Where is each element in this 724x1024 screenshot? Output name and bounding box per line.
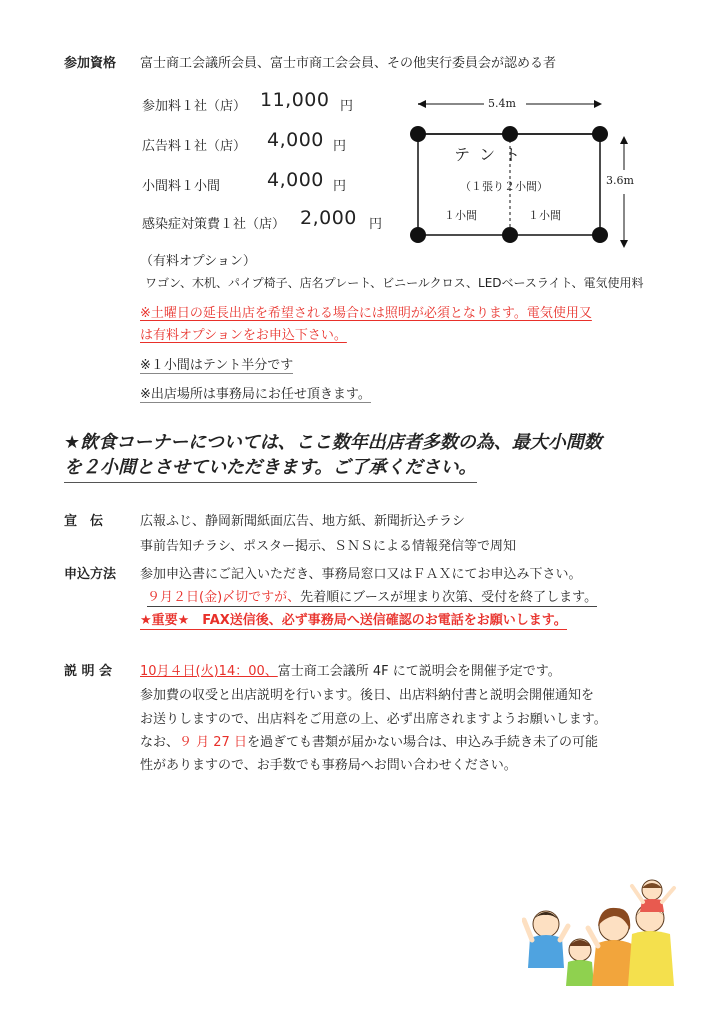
briefing-line4-date: ９ 月 27 日 <box>179 735 247 750</box>
application-label: 申込方法 <box>64 567 117 582</box>
options-heading: （有料オプション） <box>140 254 256 269</box>
application-deadline-row <box>147 586 597 607</box>
fee-label: 広告料１社（店） <box>142 139 247 154</box>
note-location: ※出店場所は事務局にお任せ頂きます。 <box>140 383 371 403</box>
tent-post <box>592 126 608 142</box>
tent-post <box>502 126 518 142</box>
application-important: ★重要★ FAX送信後、必ず事務局へ送信確認のお電話をお願いします。 <box>140 609 567 630</box>
tent-diagram-lines <box>404 90 644 250</box>
fee-amount: 11,000 <box>260 89 330 111</box>
width-dimension: 5.4m <box>488 97 516 110</box>
briefing-line4-b: を過ぎても書類が届かない場合は、申込み手続き未了の可能 <box>246 735 598 750</box>
promotion-line1: 広報ふじ、静岡新聞紙面広告、地方紙、新聞折込チラシ <box>140 514 466 529</box>
tent-post <box>502 227 518 243</box>
briefing-line3: お送りしますので、出店料をご用意の上、必ず出席されますようお願いします。 <box>140 712 607 727</box>
promotion-label: 宣 伝 <box>64 514 104 529</box>
application-deadline: ９月２日(金)〆切ですが、 <box>147 590 301 605</box>
eligibility-text: 富士商工会議所会員、富士市商工会会員、その他実行委員会が認める者 <box>140 56 557 71</box>
fee-amount: 4,000 <box>267 129 324 151</box>
briefing-date: 10月４日(火)14：00、 <box>140 664 278 679</box>
family-illustration <box>522 876 682 988</box>
fee-label: 参加料１社（店） <box>142 99 247 114</box>
note-half-booth: ※１小間はテント半分です <box>140 354 293 374</box>
fee-unit: 円 <box>340 99 354 114</box>
promotion-line2: 事前告知チラシ、ポスター掲示、ＳＮＳによる情報発信等で周知 <box>140 539 516 554</box>
briefing-line2: 参加費の収受と出店説明を行います。後日、出店料納付書と説明会開催通知を <box>140 688 594 703</box>
tent-post <box>410 126 426 142</box>
briefing-line1 <box>140 660 561 679</box>
application-deadline-rest: 先着順にブースが埋まり次第、受付を終了します。 <box>300 590 598 605</box>
fee-label: 感染症対策費１社（店） <box>142 217 286 232</box>
fee-label: 小間料１小間 <box>142 179 221 194</box>
options-items: ワゴン、木机、パイプ椅子、店名プレート、ビニールクロス、LEDベースライト、電気使用料 <box>145 276 644 290</box>
food-corner-notice-line1: ★飲食コーナーについては、ここ数年出店者多数の為、最大小間数 <box>64 432 602 453</box>
tent-post <box>592 227 608 243</box>
tent-post <box>410 227 426 243</box>
eligibility-label: 参加資格 <box>64 56 117 71</box>
left-booth-label: １小間 <box>444 209 477 222</box>
briefing-line4-a: なお、 <box>140 735 180 750</box>
right-booth-label: １小間 <box>528 209 561 222</box>
tent-sublabel: （１張り２小間） <box>460 180 548 193</box>
briefing-line1-rest: 富士商工会議所 4F にて説明会を開催予定です。 <box>277 664 561 679</box>
fee-unit: 円 <box>369 217 383 232</box>
tent-diagram <box>404 90 644 250</box>
application-line1: 参加申込書にご記入いただき、事務局窓口又はＦＡＸにてお申込み下さい。 <box>140 567 582 582</box>
fee-amount: 4,000 <box>267 169 324 191</box>
fee-amount: 2,000 <box>300 207 357 229</box>
fee-unit: 円 <box>333 179 347 194</box>
briefing-line4 <box>140 731 598 750</box>
options-note-line2: は有料オプションをお申込下さい。 <box>140 328 347 343</box>
briefing-label: 説 明 会 <box>64 664 113 679</box>
food-corner-notice-line2: を２小間とさせていただきます。ご了承ください。 <box>64 455 477 483</box>
briefing-line5: 性がありますので、お手数でも事務局へお問い合わせください。 <box>140 758 517 773</box>
options-note-line1: ※土曜日の延長出店を希望される場合には照明が必須となります。電気使用又 <box>140 306 592 321</box>
fee-unit: 円 <box>333 139 347 154</box>
tent-label: テ ン ト <box>454 145 523 164</box>
height-dimension: 3.6m <box>606 174 634 187</box>
